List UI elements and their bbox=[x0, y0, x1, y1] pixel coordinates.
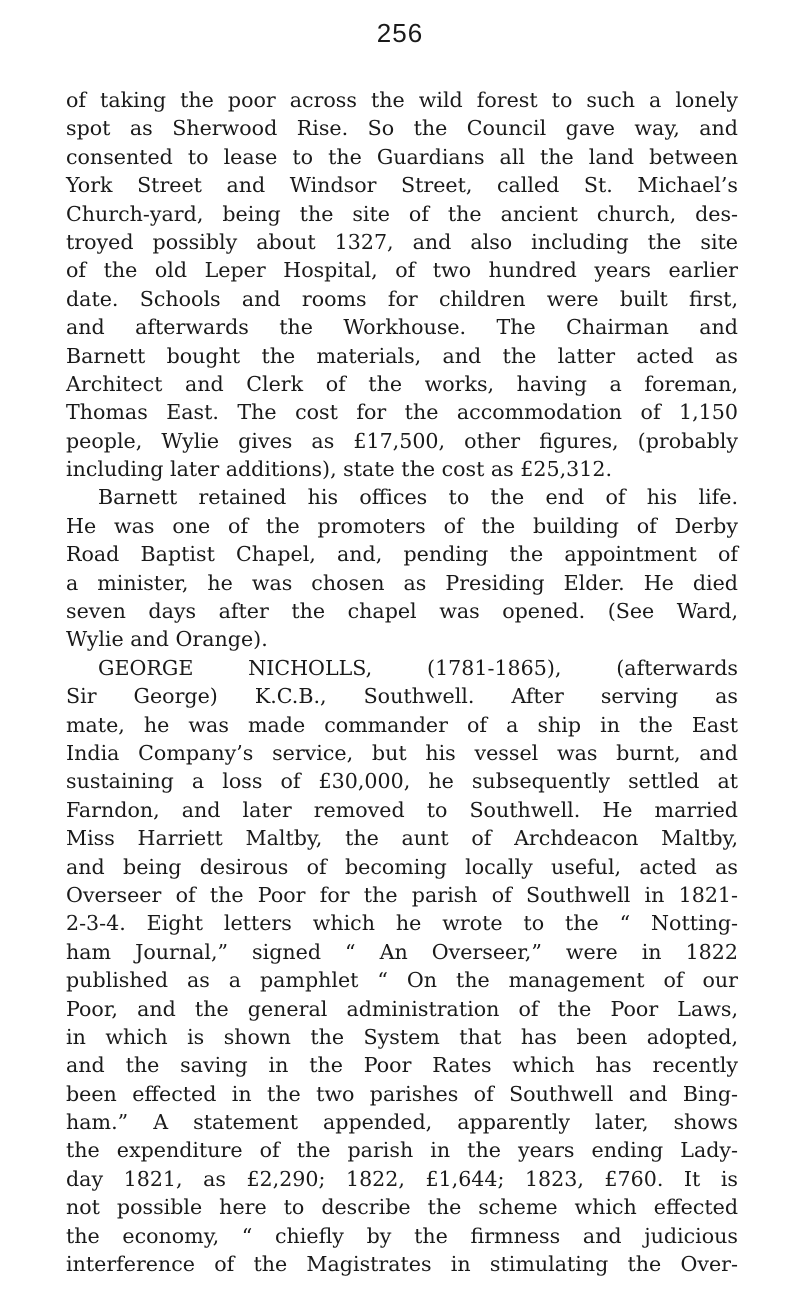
text-line: the economy, “ chiefly by the firmness and judicious bbox=[66, 1223, 738, 1248]
text-line: the expenditure of the parish in the years ending Lady- bbox=[66, 1138, 738, 1163]
text-line: sustaining a loss of £30,000, he subsequently settled at bbox=[66, 769, 738, 794]
text-line: a minister, he was chosen as Presiding Elder. He died bbox=[66, 570, 738, 595]
text-line: Barnett bought the materials, and the latter acted as bbox=[66, 343, 738, 368]
text-line: Overseer of the Poor for the parish of Southwell in 1821- bbox=[66, 882, 738, 907]
text-line: ham Journal,” signed “ An Overseer,” were in 1822 bbox=[66, 939, 738, 964]
text-line: been effected in the two parishes of Southwell and Bing- bbox=[66, 1081, 738, 1106]
text-line: interference of the Magistrates in stimulating the Over- bbox=[66, 1252, 738, 1277]
paragraph-1 bbox=[66, 86, 738, 483]
text-line: consented to lease to the Guardians all the land between bbox=[66, 144, 738, 169]
page-number: 256 bbox=[376, 18, 424, 48]
text-line: Architect and Clerk of the works, having a foreman, bbox=[66, 371, 738, 396]
text-line: York Street and Windsor Street, called St. Michael’s bbox=[66, 173, 738, 198]
text-line: not possible here to describe the scheme which effected bbox=[66, 1195, 738, 1220]
text-line: 2-3-4. Eight letters which he wrote to the “ Notting- bbox=[66, 911, 738, 936]
text-line: Miss Harriett Maltby, the aunt of Archdeacon Maltby, bbox=[66, 826, 738, 851]
text-line: mate, he was made commander of a ship in the East bbox=[66, 712, 738, 737]
text-line: Wylie and Orange). bbox=[66, 627, 268, 652]
text-line: Poor, and the general administration of the Poor Laws, bbox=[66, 996, 738, 1021]
text-line: people, Wylie gives as £17,500, other figures, (probably bbox=[66, 428, 738, 453]
text-line: Barnett retained his offices to the end of his life. bbox=[98, 485, 738, 510]
text-line: and afterwards the Workhouse. The Chairman and bbox=[66, 315, 738, 340]
paragraph-3 bbox=[66, 654, 738, 1279]
text-line: He was one of the promoters of the building of Derby bbox=[66, 513, 738, 538]
text-line: in which is shown the System that has been adopted, bbox=[66, 1024, 738, 1049]
text-line: of the old Leper Hospital, of two hundred years earlier bbox=[66, 258, 738, 283]
text-line: seven days after the chapel was opened. (See Ward, bbox=[66, 599, 738, 624]
text-line: and the saving in the Poor Rates which has recently bbox=[66, 1053, 738, 1078]
text-line: date. Schools and rooms for children were built first, bbox=[66, 286, 738, 311]
body-text bbox=[66, 86, 738, 1278]
text-line: troyed possibly about 1327, and also including the site bbox=[66, 229, 738, 254]
text-line: and being desirous of becoming locally useful, acted as bbox=[66, 854, 738, 879]
text-line: Church-yard, being the site of the ancient church, des- bbox=[66, 201, 738, 226]
text-line: Sir George) K.C.B., Southwell. After serving as bbox=[66, 684, 738, 709]
text-line: of taking the poor across the wild forest to such a lonely bbox=[66, 88, 738, 112]
text-line: day 1821, as £2,290; 1822, £1,644; 1823, £760. It is bbox=[66, 1166, 738, 1191]
text-line: Farndon, and later removed to Southwell. He married bbox=[66, 797, 738, 822]
text-line: ham.” A statement appended, apparently later, shows bbox=[66, 1110, 738, 1135]
text-line: including later additions), state the cost as £25,312. bbox=[66, 457, 612, 482]
text-line: spot as Sherwood Rise. So the Council gave way, and bbox=[66, 116, 738, 141]
text-line: Road Baptist Chapel, and, pending the appointment of bbox=[66, 542, 738, 567]
paragraph-2 bbox=[66, 483, 738, 653]
text-line: Thomas East. The cost for the accommodation of 1,150 bbox=[66, 400, 738, 425]
text-line: GEORGE NICHOLLS, (1781-1865), (afterwards bbox=[98, 655, 738, 680]
text-line: published as a pamphlet “ On the management of our bbox=[66, 968, 738, 993]
text-line: India Company’s service, but his vessel was burnt, and bbox=[66, 740, 738, 765]
